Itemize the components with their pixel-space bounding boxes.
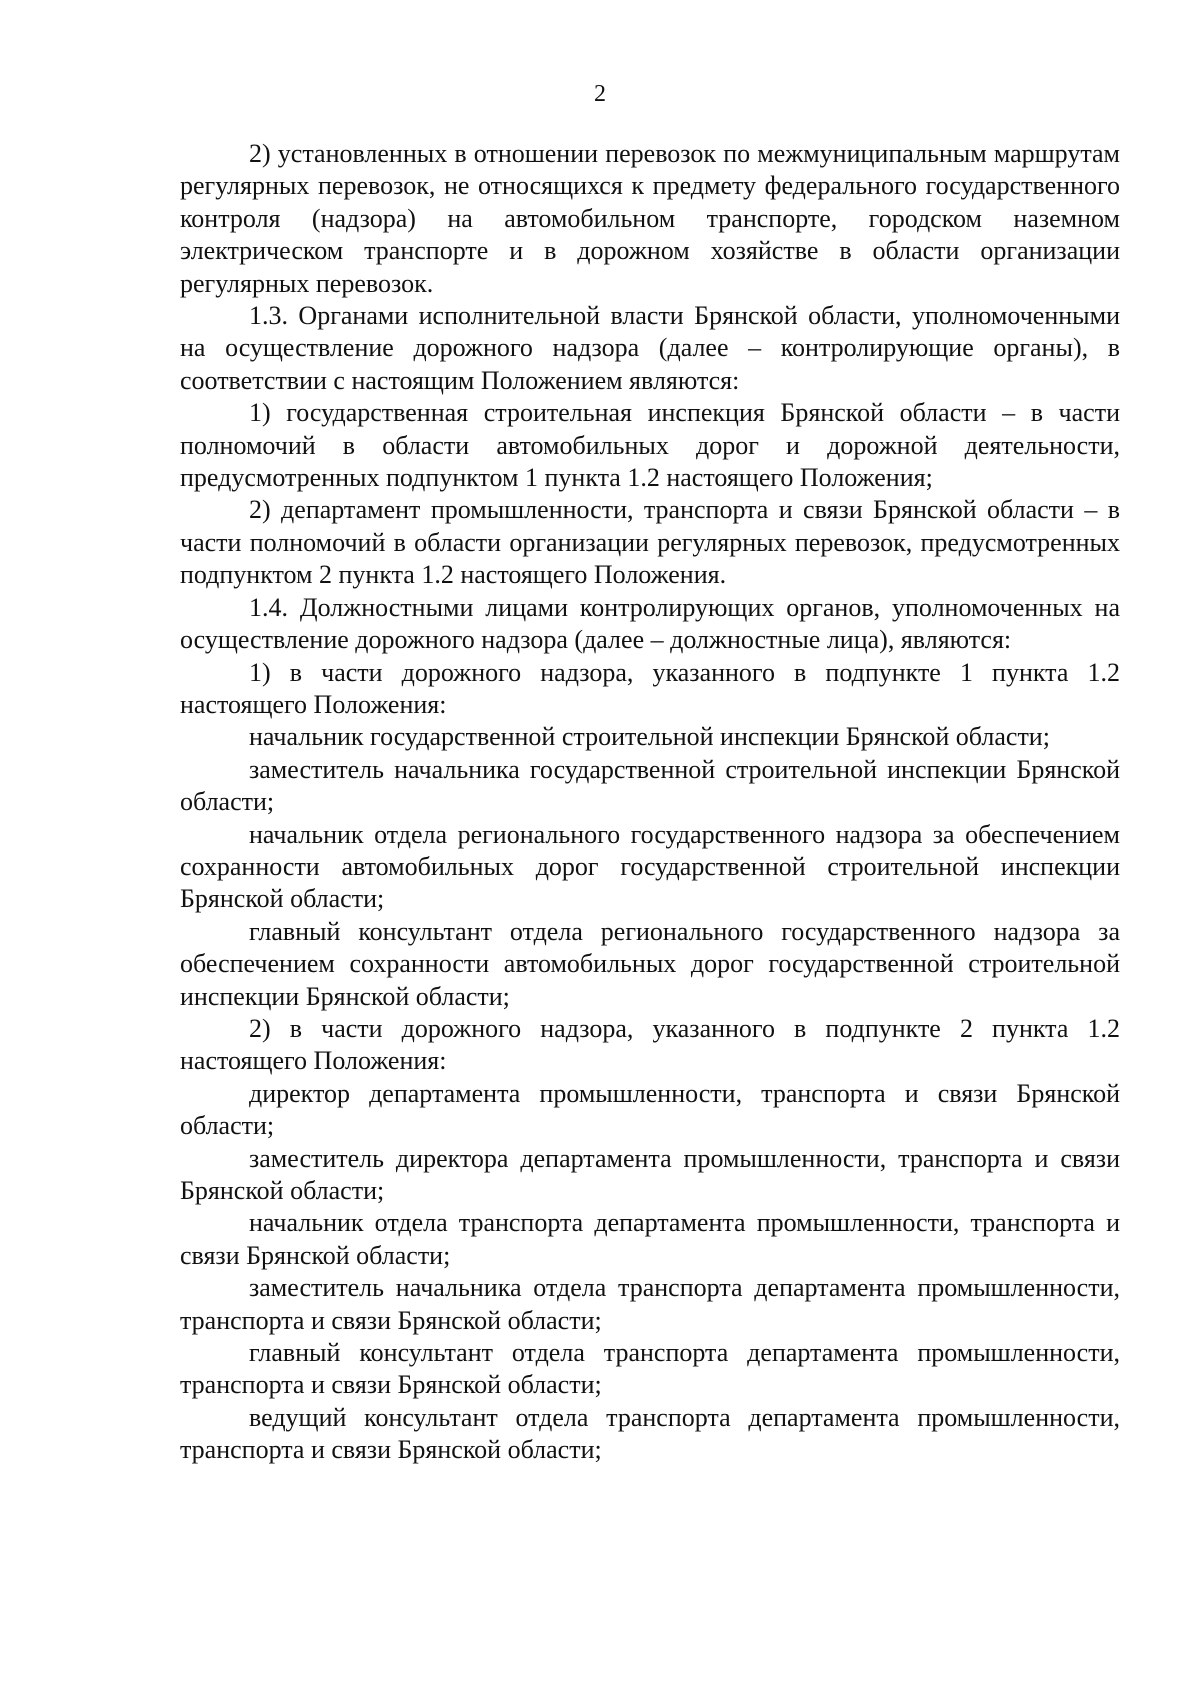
paragraph-4: 2) департамент промышленности, транспорта и связи Брянской области – в части полномочий в области организации регулярных перевозок, предусмотренных подпунктом 2 пункта 1.2 настоящего Положения. [180, 495, 1120, 590]
document-body [180, 138, 1120, 1467]
paragraph-2: 1.3. Органами исполнительной власти Брянской области, уполномоченными на осуществление дорожного надзора (далее – контролирующие органы), в соответствии с настоящим Положением являются: [180, 301, 1120, 395]
paragraph-5: 1.4. Должностными лицами контролирующих органов, уполномоченных на осуществление дорожного надзора (далее – должностные лица), являются: [180, 592, 1120, 655]
page-number: 2 [594, 81, 606, 107]
paragraph-1: 2) установленных в отношении перевозок по межмуниципальным маршрутам регулярных перевозок, не относящихся к предмету федерального государственного контроля (надзора) на автомобильном транспорте, городском наземном электрическом транспорте и в дорожном хозяйстве в области организации регулярных перевозок. [180, 139, 1120, 298]
paragraph-9: начальник отдела регионального государственного надзора за обеспечением сохранности автомобильных дорог государственной строительной инспекции Брянской области; [180, 819, 1120, 914]
paragraph-8: заместитель начальника государственной строительной инспекции Брянской области; [180, 754, 1120, 817]
paragraph-10: главный консультант отдела регионального государственного надзора за обеспечением сохранности автомобильных дорог государственной строительной инспекции Брянской области; [180, 916, 1120, 1011]
paragraph-17: ведущий консультант отдела транспорта департамента промышленности, транспорта и связи Брянской области; [180, 1402, 1120, 1465]
paragraph-7: начальник государственной строительной инспекции Брянской области; [249, 722, 1050, 752]
paragraph-15: заместитель начальника отдела транспорта департамента промышленности, транспорта и связи Брянской области; [180, 1273, 1120, 1335]
paragraph-13: заместитель директора департамента промышленности, транспорта и связи Брянской области; [180, 1143, 1120, 1205]
paragraph-12: директор департамента промышленности, транспорта и связи Брянской области; [180, 1078, 1120, 1141]
paragraph-11: 2) в части дорожного надзора, указанного в подпункте 2 пункта 1.2 настоящего Положения: [180, 1013, 1120, 1076]
paragraph-6: 1) в части дорожного надзора, указанного в подпункте 1 пункта 1.2 настоящего Положения: [180, 657, 1120, 719]
paragraph-16: главный консультант отдела транспорта департамента промышленности, транспорта и связи Брянской области; [180, 1338, 1120, 1400]
paragraph-3: 1) государственная строительная инспекция Брянской области – в части полномочий в области автомобильных дорог и дорожной деятельности, предусмотренных подпунктом 1 пункта 1.2 настоящего Положения; [180, 398, 1120, 493]
paragraph-14: начальник отдела транспорта департамента промышленности, транспорта и связи Брянской области; [180, 1208, 1120, 1270]
